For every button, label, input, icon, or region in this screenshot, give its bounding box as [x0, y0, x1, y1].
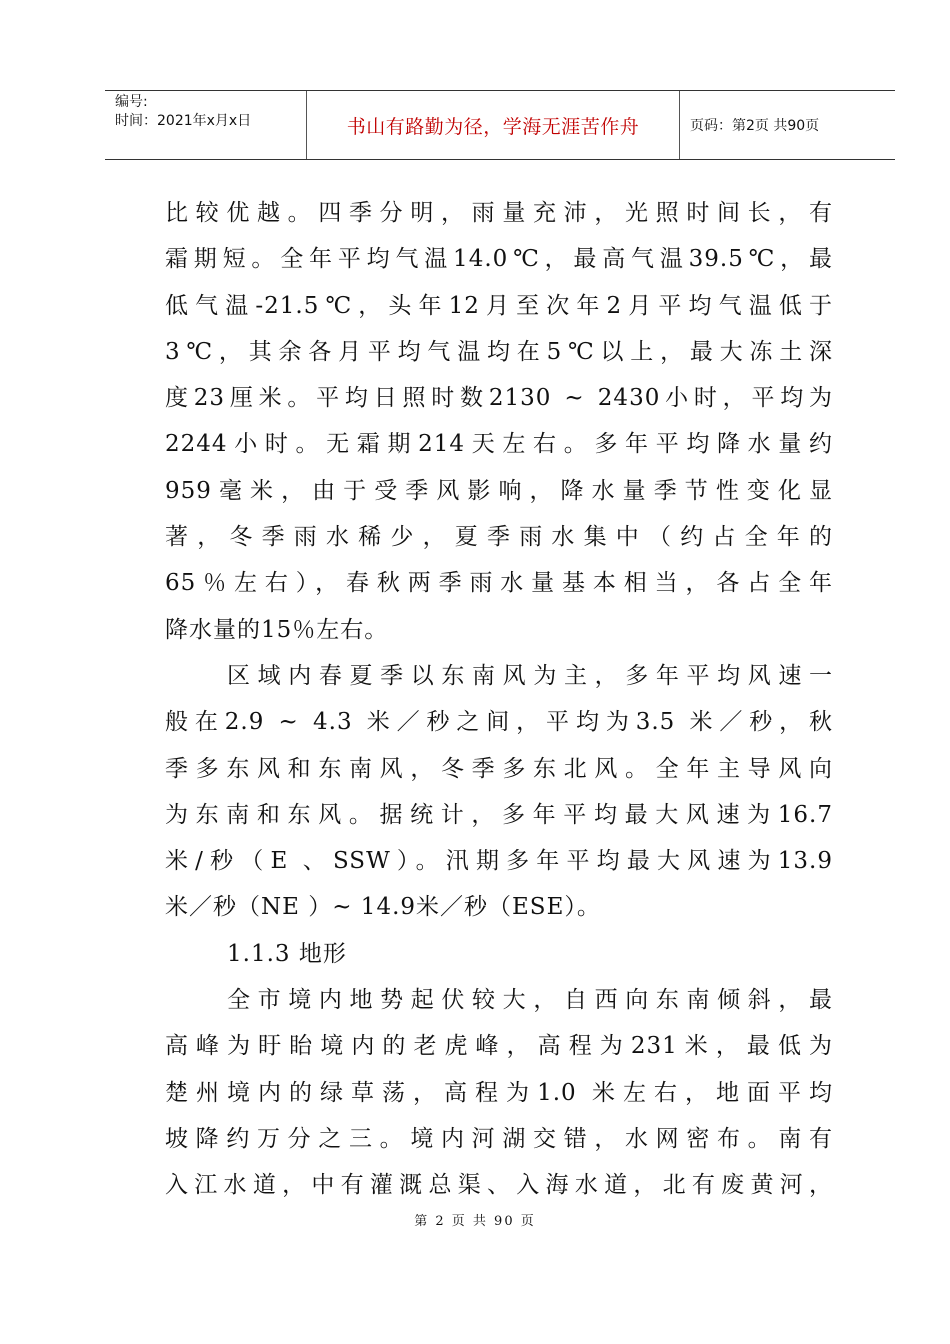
- header-meta: [105, 91, 307, 159]
- body-line: 度23厘米。平均日照时数2130 ~ 2430小时，平均为: [165, 385, 833, 412]
- section-heading: 1.1.3 地形: [227, 940, 347, 967]
- body-line: 65％左右），春秋两季雨水量基本相当，各占全年: [165, 570, 833, 597]
- document-body: [165, 190, 833, 1209]
- body-line: 区域内春夏季以东南风为主，多年平均风速一: [227, 662, 833, 689]
- body-line: 米／秒（NE ）~ 14.9米／秒（ESE）。: [165, 894, 601, 921]
- body-line: 降水量的15％左右。: [165, 616, 389, 643]
- body-line: 959毫米，由于受季风影响，降水量季节性变化显: [165, 477, 833, 504]
- body-line: 著，冬季雨水稀少，夏季雨水集中（约占全年的: [165, 524, 833, 551]
- header-motto: 书山有路勤为径，学海无涯苦作舟: [307, 91, 680, 159]
- body-line: 霜期短。全年平均气温14.0℃，最高气温39.5℃，最: [165, 246, 833, 273]
- body-line: 高峰为盱眙境内的老虎峰，高程为231米，最低为: [165, 1033, 833, 1060]
- body-line: 楚州境内的绿草荡，高程为1.0 米左右，地面平均: [165, 1079, 833, 1106]
- body-line: 入江水道，中有灌溉总渠、入海水道，北有废黄河，: [165, 1172, 833, 1199]
- document-number-label: 编号:: [115, 94, 148, 110]
- body-line: 般在2.9 ~ 4.3 米／秒之间，平均为3.5 米／秒，秋: [165, 709, 833, 736]
- body-line: 为东南和东风。据统计，多年平均最大风速为16.7: [165, 801, 833, 828]
- body-line: 季多东风和东南风，冬季多东北风。全年主导风向: [165, 755, 833, 782]
- body-line: 坡降约万分之三。境内河湖交错，水网密布。南有: [165, 1125, 833, 1152]
- page-footer: 第 2 页 共 90 页: [414, 1214, 536, 1229]
- body-line: 低气温-21.5℃，头年12月至次年2月平均气温低于: [165, 292, 833, 319]
- page-header: [105, 90, 895, 160]
- body-line: 米/秒（E 、SSW）。汛期多年平均最大风速为13.9: [165, 848, 833, 875]
- body-line: 比较优越。四季分明，雨量充沛，光照时间长，有: [165, 200, 833, 226]
- body-line: 2244小时。无霜期214天左右。多年平均降水量约: [165, 431, 833, 458]
- document-time: 时间：2021年x月x日: [115, 113, 252, 129]
- header-page-info: 页码：第2页 共90页: [690, 118, 820, 134]
- body-line: 全市境内地势起伏较大，自西向东南倾斜，最: [227, 987, 833, 1014]
- body-line: 3℃，其余各月平均气温均在5℃以上，最大冻土深: [165, 338, 833, 365]
